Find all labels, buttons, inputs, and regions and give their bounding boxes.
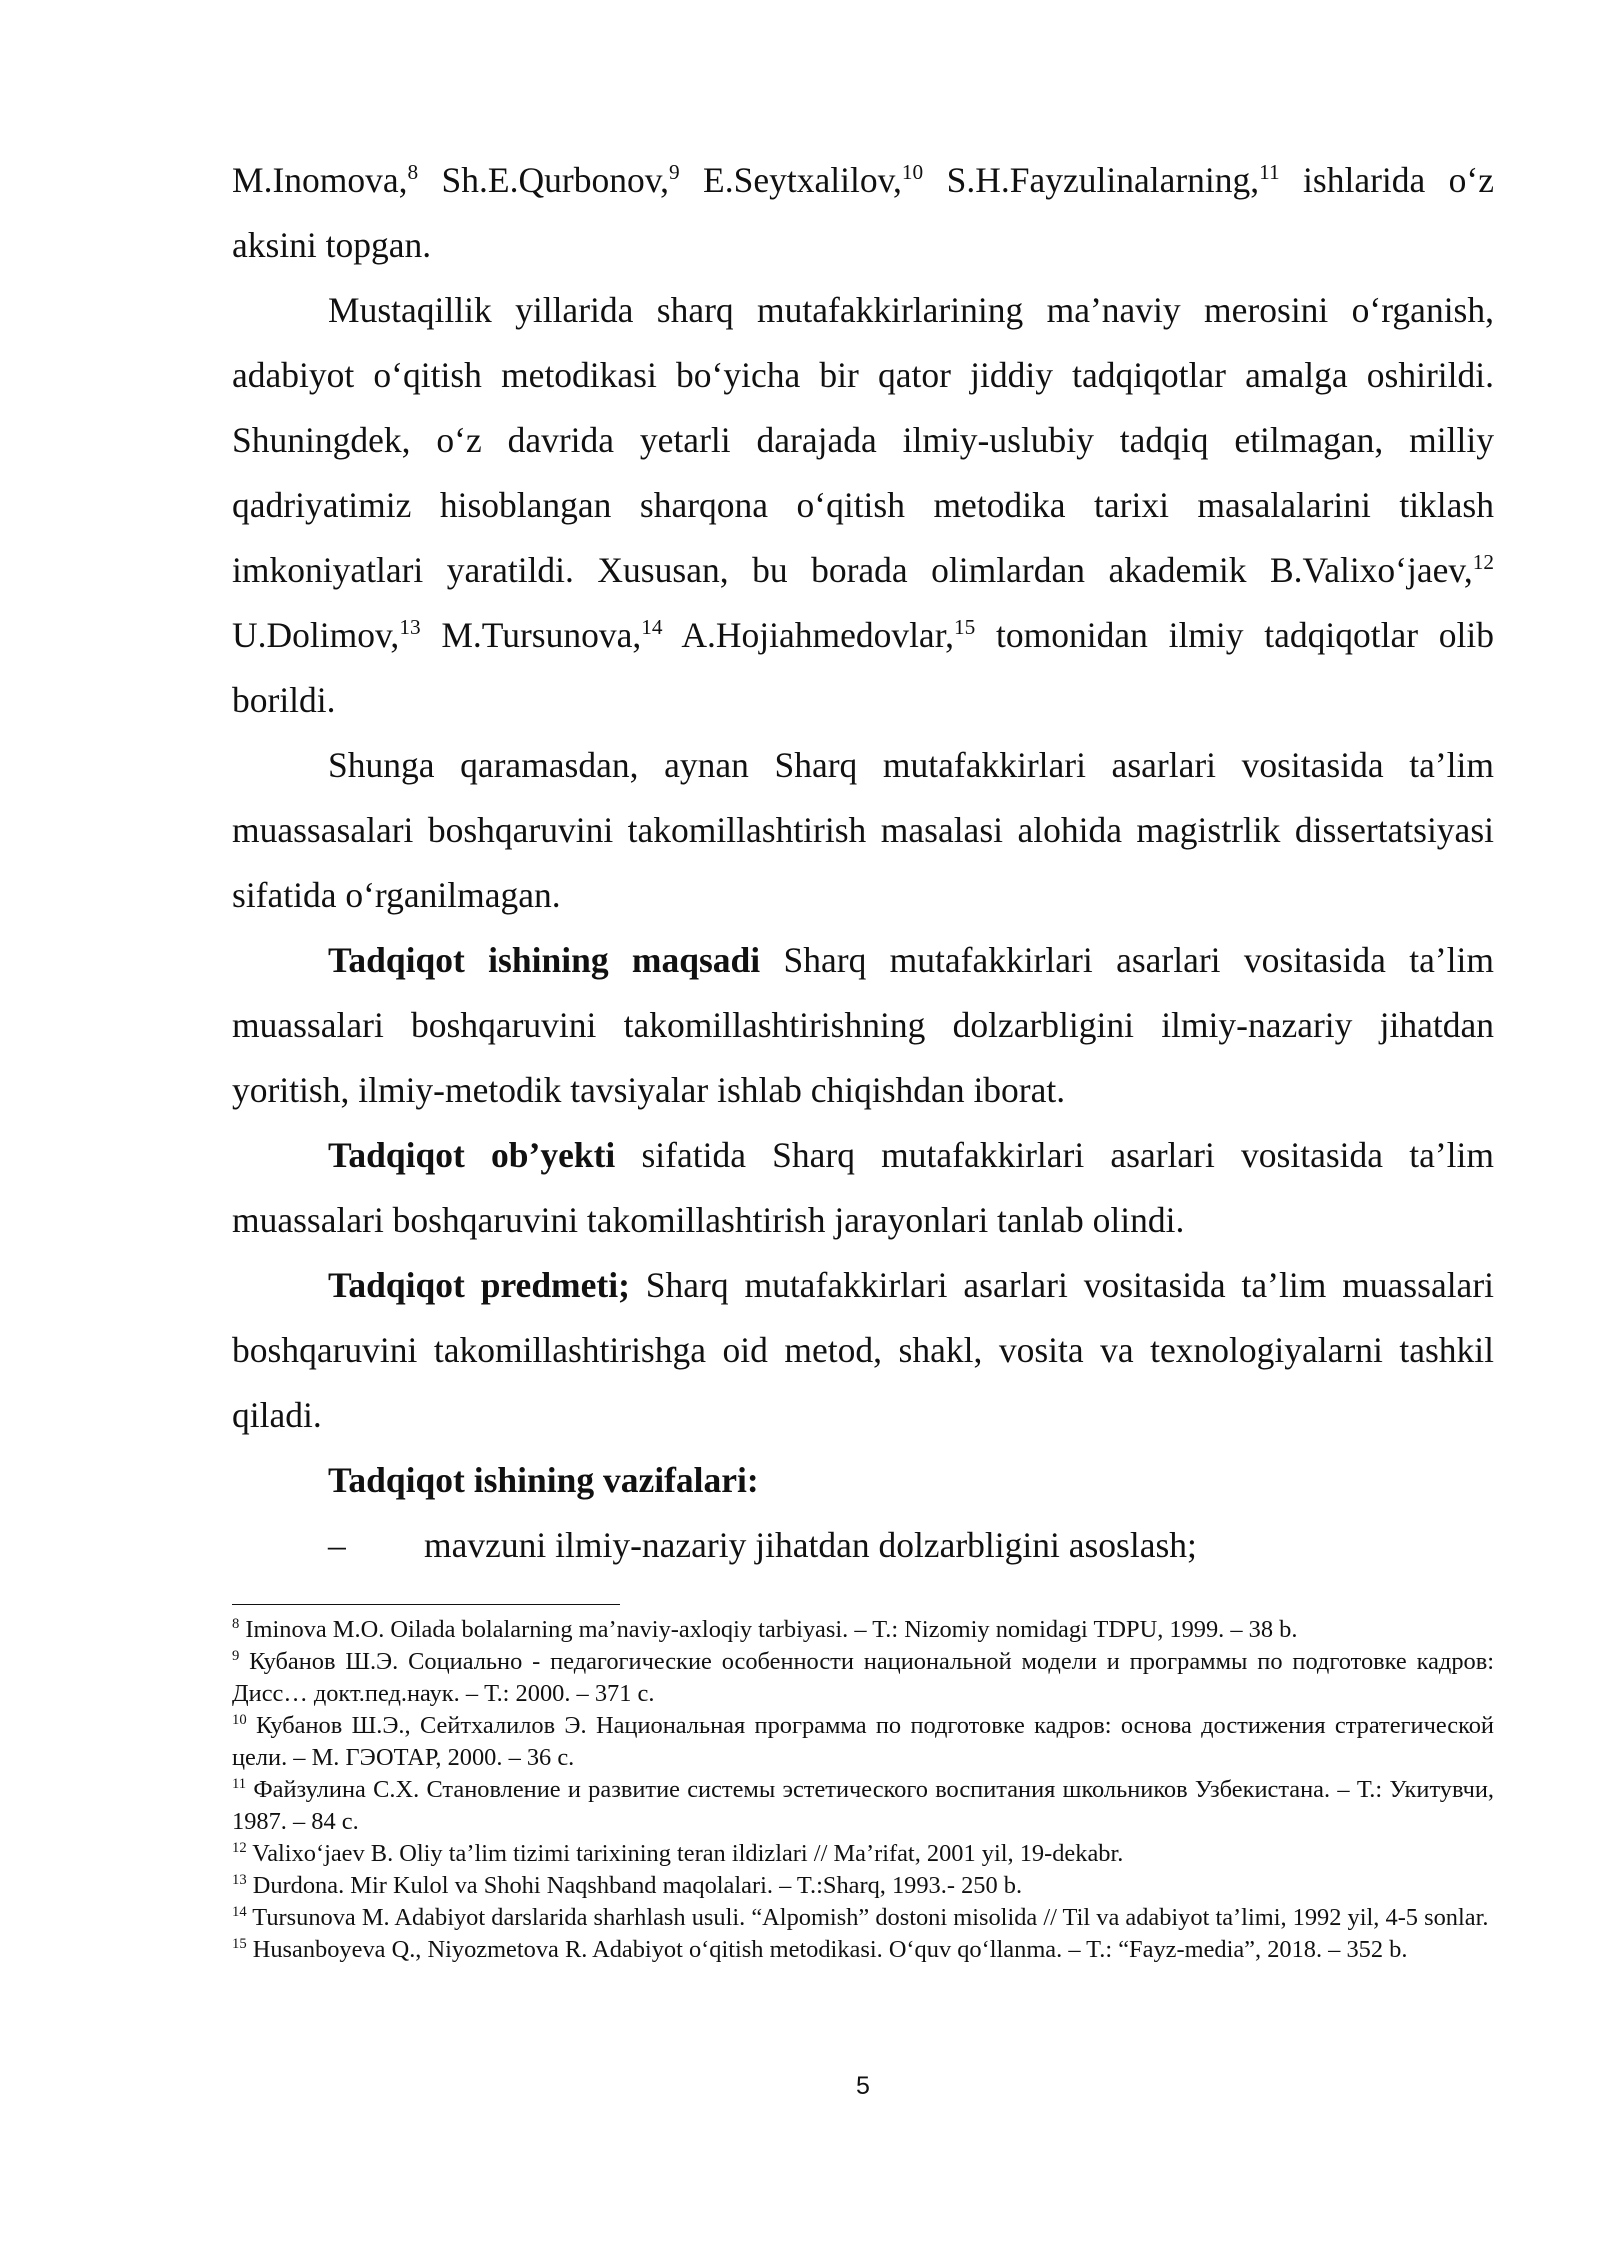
- footnote-text: Husanboyeva Q., Niyozmetova R. Adabiyot o‘qitish metodikasi. O‘quv qo‘llanma. – T.: “Fayz-media”, 2018. – 352 b.: [246, 1936, 1408, 1963]
- footnote: [232, 1646, 1494, 1710]
- citation-name: S.H.Fayzulinalarning,: [923, 160, 1260, 200]
- footnote-ref[interactable]: 15: [953, 615, 976, 640]
- footnote-number: 13: [232, 1871, 247, 1888]
- citation-name: M.Inomova,: [232, 160, 408, 200]
- paragraph-research-gap: Shunga qaramasdan, aynan Sharq mutafakkirlari asarlari vositasida ta’lim muassasalari boshqaruvini takomillashtirish masalasi alohida magistrlik dissertatsiyasi sifatida o‘rganilmagan.: [232, 745, 1494, 915]
- paragraph-research-goal: [232, 928, 1494, 1123]
- citation-name: Sh.E.Qurbonov,: [418, 160, 670, 200]
- citation-name: A.Hojiahmedovlar,: [662, 615, 954, 655]
- paragraph-text: Sharq mutafakkirlari asarlari vositasida ta’lim muassalari boshqaruvini takomillashtirishga oid metod, shakl, vosita va texnologiyalarni tashkil qiladi.: [232, 1265, 1495, 1435]
- paragraph-independence-research: [232, 278, 1494, 733]
- paragraph-text: ishlarida o‘z aksini topgan.: [232, 160, 1494, 265]
- paragraph-tasks-heading: [232, 1448, 1494, 1513]
- footnote-text: Кубанов Ш.Э. Социально - педагогические особенности национальной модели и программы по подготовке кадров: Дисс… докт.пед.наук. – Т.: 2000. – 371 с.: [232, 1648, 1494, 1707]
- page-number: 5: [856, 2072, 870, 2100]
- footnote: [232, 1934, 1494, 1966]
- footnote: [232, 1902, 1494, 1934]
- footnote-ref[interactable]: 10: [901, 160, 924, 185]
- footnote: [232, 1870, 1494, 1902]
- paragraph-continuation: [232, 148, 1494, 278]
- footnote-text: Iminova M.O. Oilada bolalarning ma’naviy-axloqiy tarbiyasi. – T.: Nizomiy nomidagi TDPU, 1999. – 38 b.: [239, 1616, 1298, 1643]
- footnote-number: 14: [232, 1903, 247, 1920]
- list-item-text: mavzuni ilmiy-nazariy jihatdan dolzarbligini asoslash;: [424, 1525, 1197, 1565]
- paragraph-text: Mustaqillik yillarida sharq mutafakkirlarining ma’naviy merosini o‘rganish, adabiyot o‘qitish metodikasi bo‘yicha bir qator jiddiy tadqiqotlar amalga oshirildi. Shuningdek, o‘z davrida yetarli darajada ilmiy-uslubiy tadqiq etilmagan, milliy qadriyatimiz hisoblangan sharqona o‘qitish metodika tarixi masalalarini tiklash imkoniyatlari yaratildi. Xususan, bu borada olimlardan akademik B.Valixo‘jaev,: [232, 290, 1494, 590]
- footnote-ref[interactable]: 13: [399, 615, 421, 640]
- paragraph-text: tomonidan ilmiy tadqiqotlar olib borildi.: [232, 615, 1495, 720]
- footnote-text: Valixo‘jaev B. Oliy ta’lim tizimi tarixining teran ildizlari // Ma’rifat, 2001 yil, 19-dekabr.: [246, 1840, 1124, 1867]
- footnote-ref[interactable]: 11: [1259, 160, 1280, 185]
- footnote-number: 9: [232, 1647, 240, 1664]
- footnote-separator: [232, 1604, 620, 1605]
- paragraph-text: Sharq mutafakkirlari asarlari vositasida ta’lim muassalari boshqaruvini takomillashtirishning dolzarbligini ilmiy-nazariy jihatdan yoritish, ilmiy-metodik tavsiyalar ishlab chiqishdan iborat.: [232, 940, 1494, 1110]
- footnote: [232, 1614, 1494, 1646]
- citation-name: M.Tursunova,: [420, 615, 642, 655]
- footnote-text: Durdona. Mir Kulol va Shohi Naqshband maqolalari. – T.:Sharq, 1993.- 250 b.: [246, 1872, 1023, 1899]
- footnote-number: 10: [232, 1711, 247, 1728]
- bold-heading: Tadqiqot ishining vazifalari:: [328, 1460, 759, 1500]
- bold-term: Tadqiqot ishining maqsadi: [328, 940, 761, 980]
- bold-term: Tadqiqot predmeti;: [328, 1265, 630, 1305]
- body-text: [232, 148, 1494, 1578]
- footnote-number: 12: [232, 1839, 247, 1856]
- bold-term: Tadqiqot ob’yekti: [328, 1135, 616, 1175]
- paragraph-text: sifatida Sharq mutafakkirlari asarlari vositasida ta’lim muassalari boshqaruvini takomillashtirish jarayonlari tanlab olindi.: [232, 1135, 1494, 1240]
- footnote: [232, 1774, 1494, 1838]
- list-dash: –: [328, 1525, 346, 1565]
- footnote: [232, 1710, 1494, 1774]
- citation-name: E.Seytxalilov,: [679, 160, 902, 200]
- footnote-ref[interactable]: 12: [1472, 550, 1494, 575]
- list-item: [232, 1513, 1494, 1578]
- footnote-ref[interactable]: 9: [669, 160, 680, 185]
- footnote-text: Tursunova M. Adabiyot darslarida sharhlash usuli. “Alpomish” dostoni misolida // Til va adabiyot ta’limi, 1992 yil, 4-5 sonlar.: [246, 1904, 1489, 1931]
- footnotes: [232, 1614, 1494, 1966]
- footnote-number: 8: [232, 1615, 240, 1632]
- citation-name: U.Dolimov,: [232, 615, 400, 655]
- paragraph-research-subject: [232, 1253, 1494, 1448]
- footnote: [232, 1838, 1494, 1870]
- footnote-number: 11: [232, 1775, 247, 1792]
- footnote-ref[interactable]: 14: [641, 615, 663, 640]
- paragraph-research-object: [232, 1123, 1494, 1253]
- footnote-text: Файзулина С.Х. Становление и развитие системы эстетического воспитания школьников Узбекистана. – Т.: Укитувчи, 1987. – 84 с.: [232, 1776, 1494, 1835]
- footnote-ref[interactable]: 8: [407, 160, 419, 185]
- footnote-text: Кубанов Ш.Э., Сейтхалилов Э. Национальная программа по подготовке кадров: основа достижения стратегической цели. – М. ГЭОТАР, 2000. – 36 с.: [232, 1712, 1494, 1771]
- footnote-number: 15: [232, 1935, 247, 1952]
